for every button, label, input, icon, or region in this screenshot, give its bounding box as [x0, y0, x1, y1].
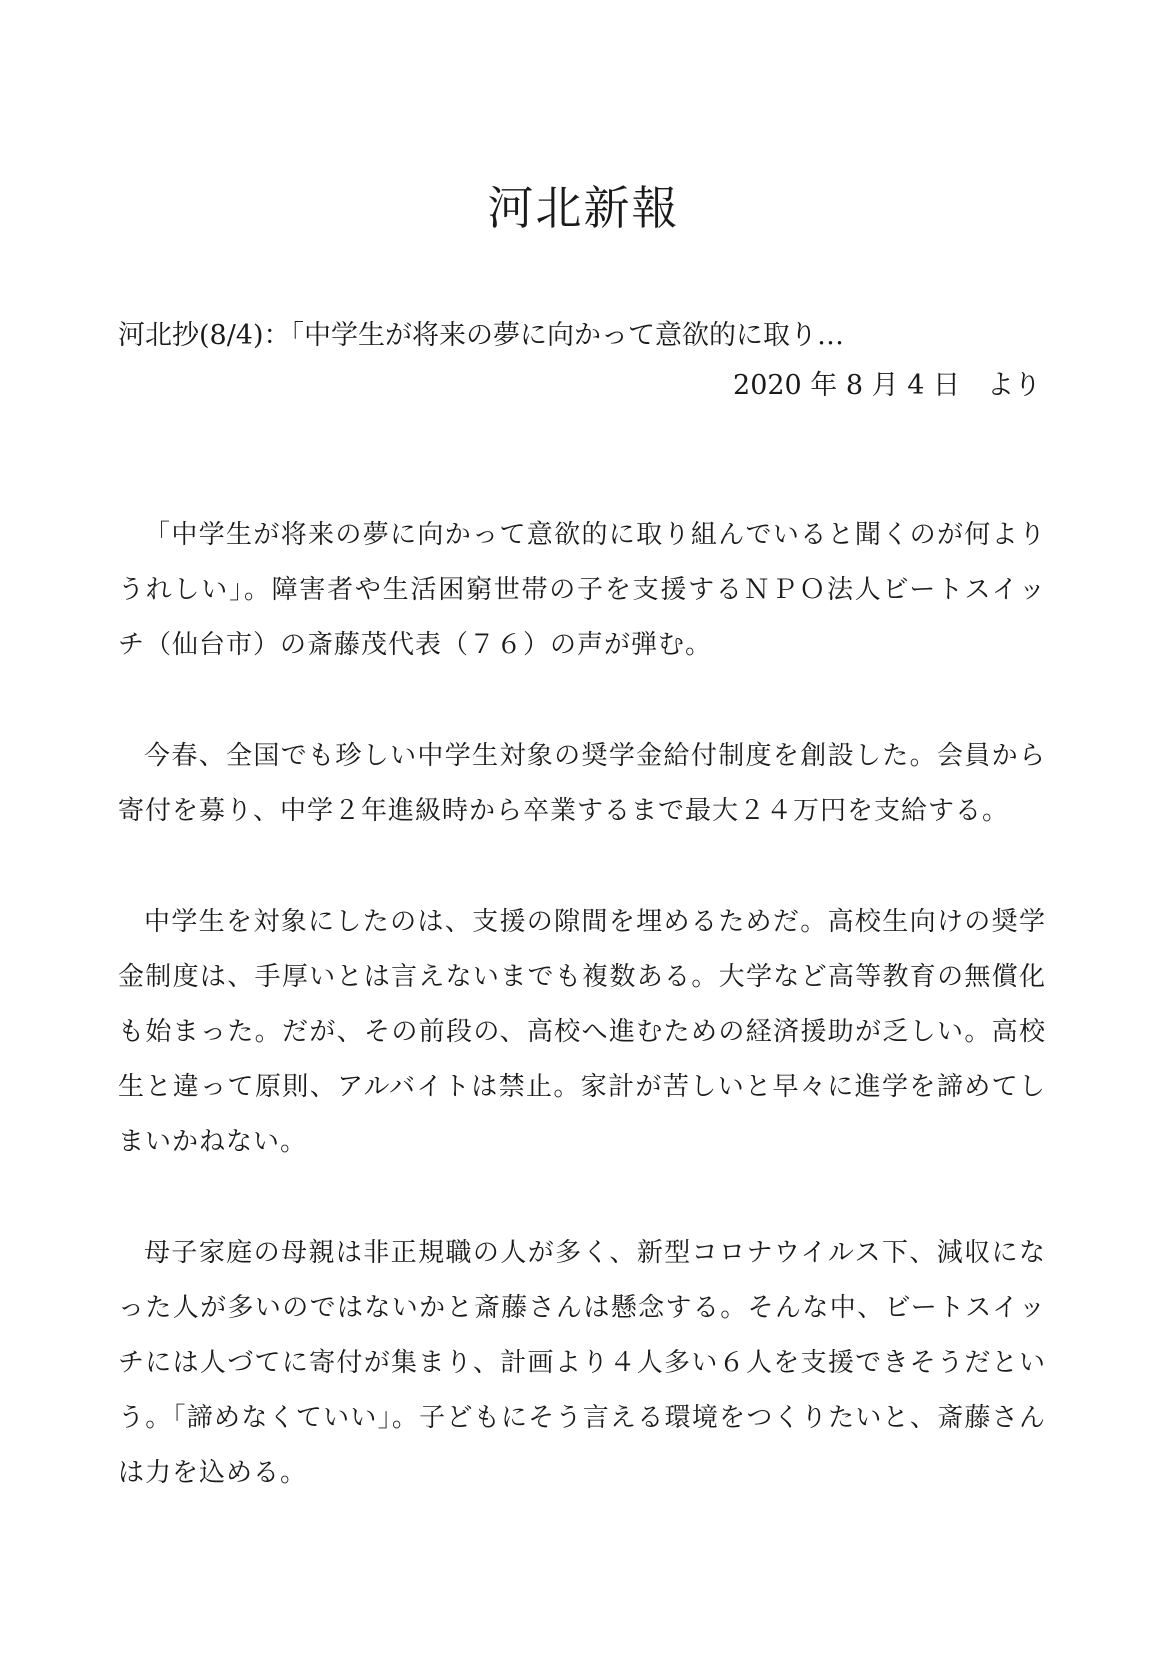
- article-subtitle: 河北抄(8/4)：「中学生が将来の夢に向かって意欲的に取り…: [118, 320, 845, 351]
- article-paragraph: 母子家庭の母親は非正規職の人が多く、新型コロナウイルス下、減収になった人が多いのではないかと斎藤さんは懸念する。そんな中、ビートスイッチには人づてに寄付が集まり、計画より４人多い６人を支援できそうだという。「諦めなくていい」。子どもにそう言える環境をつくりたいと、斎藤さんは力を込める。: [118, 1238, 1046, 1488]
- article-paragraph: 今春、全国でも珍しい中学生対象の奨学金給付制度を創設した。会員から寄付を募り、中学２年進級時から卒業するまで最大２４万円を支給する。: [118, 741, 1046, 826]
- article-date: 2020 年 8 月 4 日 より: [733, 370, 1041, 401]
- article-paragraph: 中学生を対象にしたのは、支援の隙間を埋めるためだ。高校生向けの奨学金制度は、手厚いとは言えないまでも複数ある。大学など高等教育の無償化も始まった。だが、その前段の、高校へ進むための経済援助が乏しい。高校生と違って原則、アルバイトは禁止。家計が苦しいと早々に進学を諦めてしまいかねない。: [118, 907, 1046, 1157]
- article-body: [118, 508, 1046, 1557]
- page-title: 河北新報: [487, 181, 680, 235]
- article-paragraph: 「中学生が将来の夢に向かって意欲的に取り組んでいると聞くのが何よりうれしい」。障害者や生活困窮世帯の子を支援するＮＰＯ法人ビートスイッチ（仙台市）の斎藤茂代表（７６）の声が弾む。: [118, 520, 1046, 660]
